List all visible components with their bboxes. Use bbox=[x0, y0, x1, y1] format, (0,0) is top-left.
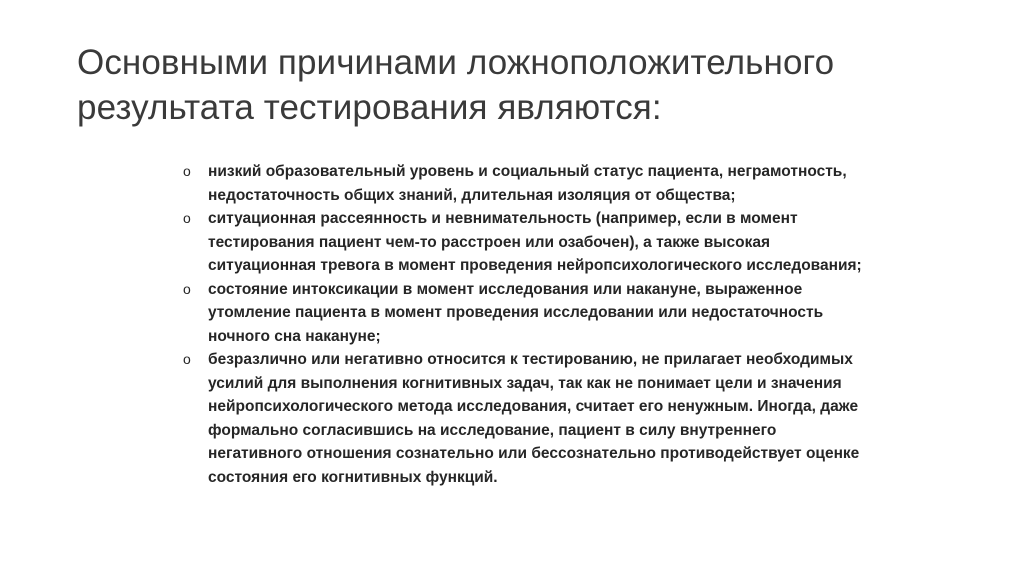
bullet-circle-icon: o bbox=[183, 163, 191, 179]
list-item bbox=[183, 207, 863, 278]
list-item bbox=[183, 278, 863, 349]
list-item-text: безразлично или негативно относится к тестированию, не прилагает необходимых усилий для выполнения когнитивных задач, так как не понимает цели и значения нейропсихологического метода исследования, считает его ненужным. Иногда, даже формально согласившись на исследование, пациент в силу внутреннего негативного отношения сознательно или бессознательно противодействует оценке состояния его когнитивных функций. bbox=[208, 351, 860, 486]
bullet-circle-icon: o bbox=[183, 351, 191, 367]
list-item bbox=[183, 160, 863, 207]
list-item-text: состояние интоксикации в момент исследования или накануне, выраженное утомление пациента в момент проведения исследовании или недостаточность ночного сна накануне; bbox=[208, 280, 824, 345]
list-item bbox=[183, 348, 863, 489]
bullet-circle-icon: o bbox=[183, 210, 191, 226]
list-item-text: низкий образовательный уровень и социальный статус пациента, неграмотность, недостаточность общих знаний, длительная изоляция от общества; bbox=[208, 163, 847, 204]
bullet-circle-icon: o bbox=[183, 280, 191, 297]
list-item-text: ситуационная рассеянность и невнимательность (например, если в момент тестирования пациент чем-то расстроен или озабочен), а также высокая ситуационная тревога в момент проведения нейропсихологического исследования; bbox=[208, 210, 862, 274]
slide-title: Основными причинами ложноположительного результата тестирования являются: bbox=[77, 43, 835, 127]
bullet-list bbox=[183, 160, 863, 489]
